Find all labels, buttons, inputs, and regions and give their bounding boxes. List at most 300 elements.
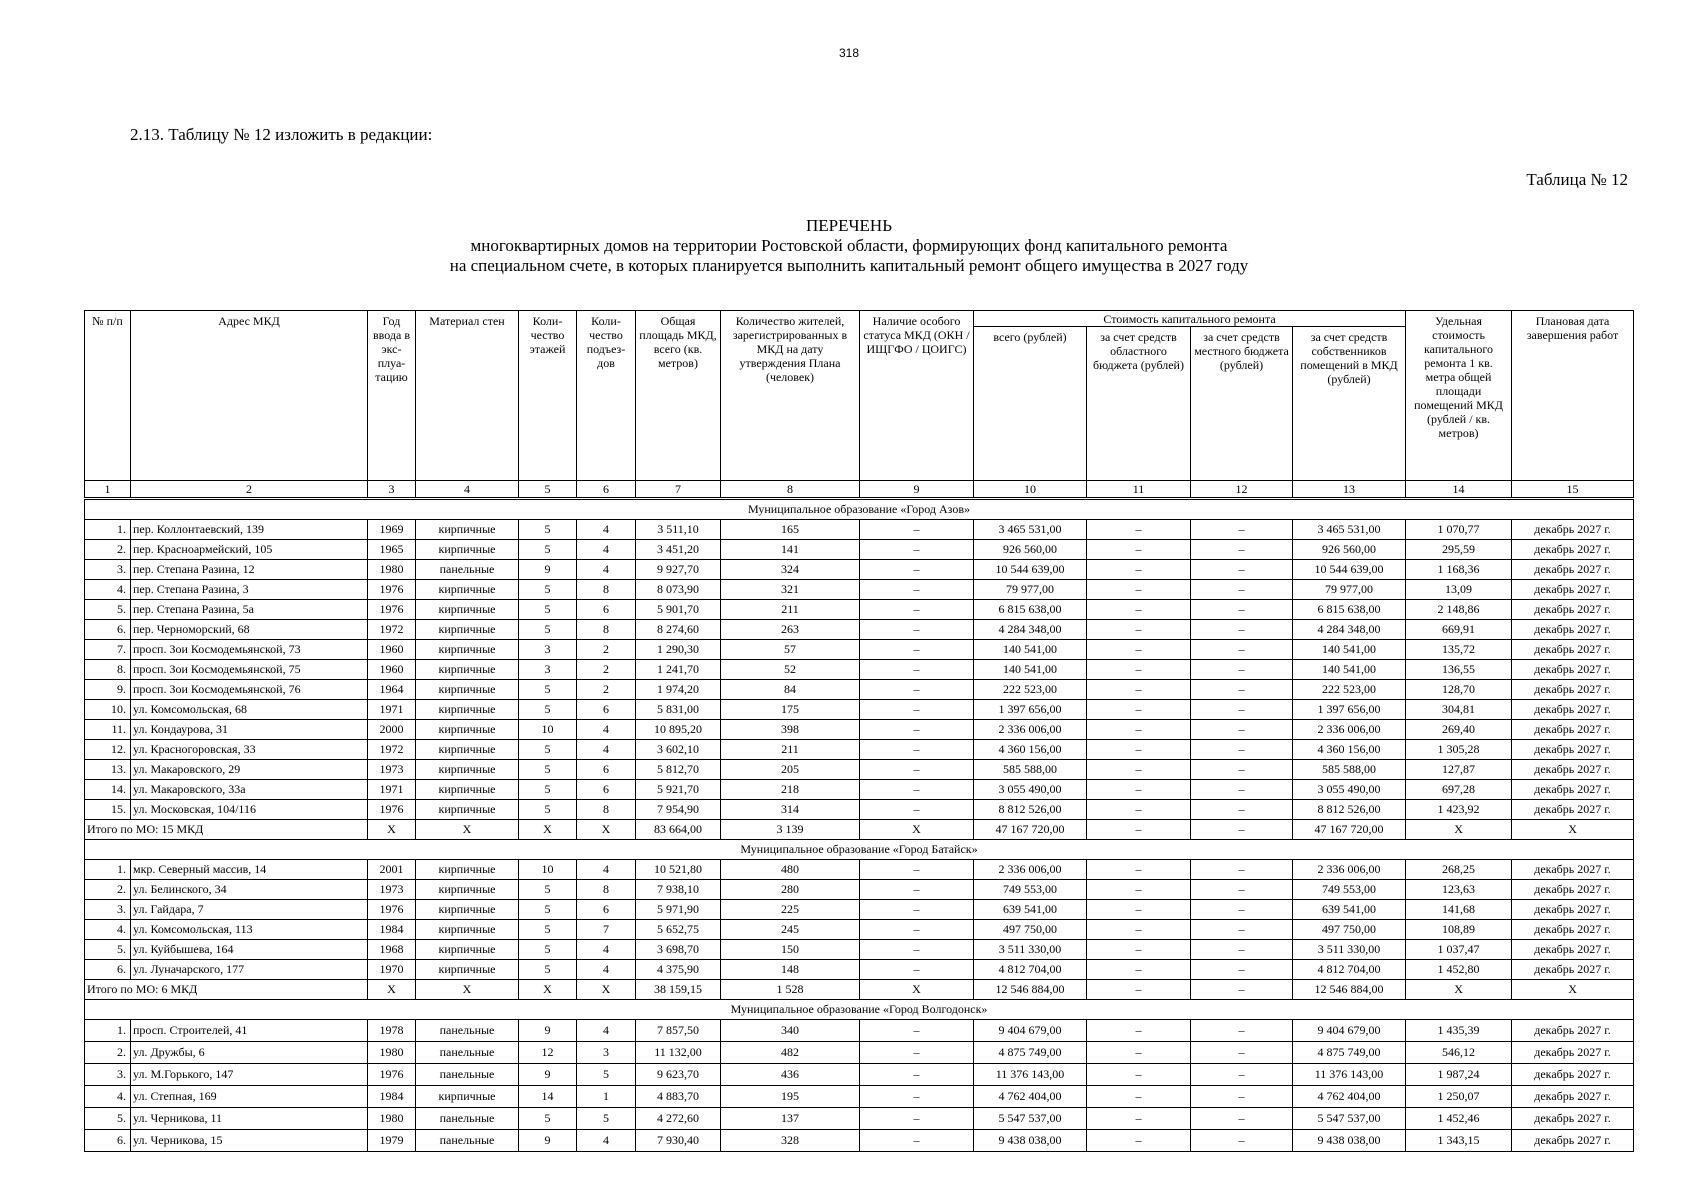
total-cell: 47 167 720,00 [1293,820,1406,840]
table-cell: 175 [721,700,860,720]
table-cell: 11 376 143,00 [1293,1064,1406,1086]
table-cell: 1 397 656,00 [974,700,1087,720]
table-cell: 10 544 639,00 [974,560,1087,580]
table-cell: 1978 [368,1020,416,1042]
total-cell: X [577,820,636,840]
table-cell: 8 [577,880,636,900]
table-cell: 2. [85,880,131,900]
table-cell: – [1191,680,1293,700]
table-cell: 436 [721,1064,860,1086]
table-cell: кирпичные [416,580,519,600]
table-cell: декабрь 2027 г. [1512,640,1634,660]
table-cell: 2 [577,660,636,680]
table-cell: 4 [577,560,636,580]
table-cell: – [1191,1064,1293,1086]
total-cell: 1 528 [721,980,860,1000]
table-cell: – [1087,1086,1191,1108]
total-cell: X [416,980,519,1000]
table-cell: кирпичные [416,780,519,800]
table-cell: 340 [721,1020,860,1042]
table-cell: 669,91 [1406,620,1512,640]
table-cell: 480 [721,860,860,880]
table-cell: – [1191,520,1293,540]
table-cell: – [1191,900,1293,920]
table-cell: 3 451,20 [636,540,721,560]
table-cell: – [860,1108,974,1130]
table-cell: – [1191,780,1293,800]
table-cell: 4 [577,1130,636,1152]
col-header-14: Удельная стоимость капитального ремонта 1 кв. метра общей площади помещений МКД (рублей / кв. метров) [1406,311,1512,481]
table-cell: 9 [519,1130,577,1152]
table-cell: 8 [577,580,636,600]
table-cell: кирпичные [416,880,519,900]
table-cell: – [860,940,974,960]
table-row [85,900,1634,920]
table-cell: просп. Строителей, 41 [131,1020,368,1042]
intro-text: 2.13. Таблицу № 12 изложить в редакции: [130,125,433,144]
table-cell: декабрь 2027 г. [1512,1086,1634,1108]
table-cell: 1 452,80 [1406,960,1512,980]
table-cell: 150 [721,940,860,960]
table-cell: 5 831,00 [636,700,721,720]
table-cell: 1980 [368,1108,416,1130]
table-cell: ул. Красногоровская, 33 [131,740,368,760]
table-cell: 1968 [368,940,416,960]
table-cell: декабрь 2027 г. [1512,1130,1634,1152]
table-cell: – [1087,880,1191,900]
table-cell: 5 [519,800,577,820]
table-cell: 1 168,36 [1406,560,1512,580]
table-cell: 2 336 006,00 [1293,860,1406,880]
col-header-6: Коли-чество подъез-дов [577,311,636,481]
total-cell: 12 546 884,00 [974,980,1087,1000]
col-number: 3 [368,481,416,499]
table-cell: 3. [85,900,131,920]
table-cell: 4 [577,860,636,880]
table-cell: 1 452,46 [1406,1108,1512,1130]
table-cell: 9 404 679,00 [1293,1020,1406,1042]
total-cell: X [519,980,577,1000]
total-cell: X [416,820,519,840]
table-cell: 8 812 526,00 [1293,800,1406,820]
table-cell: ул. Комсомольская, 68 [131,700,368,720]
table-row [85,1042,1634,1064]
table-row [85,660,1634,680]
table-cell: 1 987,24 [1406,1064,1512,1086]
houses-table [84,310,1634,1152]
table-cell: ул. Черникова, 11 [131,1108,368,1130]
col-number: 8 [721,481,860,499]
table-cell: – [1191,860,1293,880]
table-cell: 4 [577,1020,636,1042]
table-cell: пер. Красноармейский, 105 [131,540,368,560]
col-header-15: Плановая дата завершения работ [1512,311,1634,481]
table-cell: 497 750,00 [974,920,1087,940]
table-row [85,920,1634,940]
table-cell: – [860,580,974,600]
table-cell: – [1087,640,1191,660]
table-cell: – [1087,620,1191,640]
table-cell: – [860,900,974,920]
total-cell: 38 159,15 [636,980,721,1000]
title-line-2: многоквартирных домов на территории Ростовской области, формирующих фонд капитального ремонта [470,236,1228,255]
table-cell: 5 652,75 [636,920,721,940]
table-cell: 222 523,00 [974,680,1087,700]
table-cell: – [1191,800,1293,820]
table-cell: декабрь 2027 г. [1512,700,1634,720]
table-cell: 3 511,10 [636,520,721,540]
table-cell: 5 [519,740,577,760]
table-cell: 5 [519,700,577,720]
table-cell: – [1191,700,1293,720]
table-cell: 79 977,00 [974,580,1087,600]
section-title: Муниципальное образование «Город Азов» [85,499,1634,520]
table-cell: – [1191,740,1293,760]
table-cell: 639 541,00 [1293,900,1406,920]
table-cell: 1 974,20 [636,680,721,700]
table-cell: 7 938,10 [636,880,721,900]
table-cell: 5 [519,680,577,700]
table-cell: 4 360 156,00 [1293,740,1406,760]
table-cell: – [860,800,974,820]
table-cell: 5 [519,900,577,920]
table-cell: 5 [519,520,577,540]
table-cell: 2 148,86 [1406,600,1512,620]
table-cell: – [860,640,974,660]
col-header-8: Количество жителей, зарегистрированных в МКД на дату утверждения Плана (человек) [721,311,860,481]
table-cell: – [1087,1108,1191,1130]
table-cell: 926 560,00 [974,540,1087,560]
table-cell: 1 037,47 [1406,940,1512,960]
total-cell: X [860,820,974,840]
table-cell: 245 [721,920,860,940]
table-cell: 1 070,77 [1406,520,1512,540]
table-cell: ул. Дружбы, 6 [131,1042,368,1064]
table-cell: – [1191,960,1293,980]
table-cell: 7 954,90 [636,800,721,820]
table-cell: 5 [519,940,577,960]
table-cell: ул. М.Горького, 147 [131,1064,368,1086]
table-cell: 2 336 006,00 [1293,720,1406,740]
table-cell: – [1191,560,1293,580]
table-cell: пер. Степана Разина, 5а [131,600,368,620]
table-row [85,940,1634,960]
table-cell: 1 397 656,00 [1293,700,1406,720]
col-number: 4 [416,481,519,499]
table-cell: ул. Степная, 169 [131,1086,368,1108]
table-cell: 5 [519,960,577,980]
table-cell: мкр. Северный массив, 14 [131,860,368,880]
table-cell: – [1191,880,1293,900]
total-cell: – [1087,980,1191,1000]
table-cell: 8 274,60 [636,620,721,640]
table-cell: 280 [721,880,860,900]
table-cell: 1972 [368,620,416,640]
table-cell: 52 [721,660,860,680]
table-row [85,540,1634,560]
table-cell: 14 [519,1086,577,1108]
table-body [85,499,1634,1152]
table-cell: просп. Зои Космодемьянской, 73 [131,640,368,660]
table-cell: – [1191,660,1293,680]
table-cell: ул. Кондаурова, 31 [131,720,368,740]
total-row [85,820,1634,840]
table-cell: – [860,1020,974,1042]
table-cell: 8. [85,660,131,680]
table-cell: 3. [85,560,131,580]
table-cell: кирпичные [416,740,519,760]
table-cell: декабрь 2027 г. [1512,1042,1634,1064]
total-cell: 3 139 [721,820,860,840]
table-cell: 1984 [368,1086,416,1108]
table-cell: – [1087,760,1191,780]
table-cell: – [860,760,974,780]
col-number: 12 [1191,481,1293,499]
table-cell: – [860,960,974,980]
table-cell: – [860,720,974,740]
table-cell: 10 895,20 [636,720,721,740]
table-cell: ул. Луначарского, 177 [131,960,368,980]
table-row [85,680,1634,700]
table-cell: кирпичные [416,620,519,640]
table-cell: 128,70 [1406,680,1512,700]
table-cell: 1969 [368,520,416,540]
table-cell: ул. Московская, 104/116 [131,800,368,820]
table-cell: декабрь 2027 г. [1512,740,1634,760]
table-cell: – [1087,680,1191,700]
table-cell: 1 435,39 [1406,1020,1512,1042]
table-cell: 218 [721,780,860,800]
table-cell: 14. [85,780,131,800]
table-cell: 211 [721,740,860,760]
table-cell: 4 [577,520,636,540]
table-cell: 1 250,07 [1406,1086,1512,1108]
table-cell: декабрь 2027 г. [1512,580,1634,600]
table-cell: 546,12 [1406,1042,1512,1064]
table-cell: панельные [416,1064,519,1086]
table-cell: 4 360 156,00 [974,740,1087,760]
title-line-3: на специальном счете, в которых планируется выполнить капитальный ремонт общего имущества в 2027 году [449,256,1249,275]
col-number: 15 [1512,481,1634,499]
table-cell: кирпичные [416,600,519,620]
table-cell: 79 977,00 [1293,580,1406,600]
col-header-9: Наличие особого статуса МКД (ОКН / ИЩГФО / ЦОИГС) [860,311,974,481]
document-title [0,216,1698,276]
table-cell: 2000 [368,720,416,740]
table-cell: пер. Степана Разина, 12 [131,560,368,580]
section-row [85,1000,1634,1020]
table-cell: 108,89 [1406,920,1512,940]
table-cell: просп. Зои Космодемьянской, 75 [131,660,368,680]
table-cell: 4. [85,1086,131,1108]
table-cell: декабрь 2027 г. [1512,720,1634,740]
table-cell: ул. Комсомольская, 113 [131,920,368,940]
table-cell: 4 883,70 [636,1086,721,1108]
table-cell: 1976 [368,580,416,600]
table-cell: 1976 [368,800,416,820]
total-cell: X [368,980,416,1000]
table-cell: – [1191,1020,1293,1042]
table-cell: 7 857,50 [636,1020,721,1042]
table-row [85,720,1634,740]
table-cell: 5 [519,880,577,900]
table-cell: 9 438 038,00 [974,1130,1087,1152]
table-cell: – [1087,560,1191,580]
table-cell: 3 [577,1042,636,1064]
table-cell: – [1191,720,1293,740]
table-cell: 5 547 537,00 [974,1108,1087,1130]
table-cell: – [1191,1130,1293,1152]
table-cell: 4 762 404,00 [974,1086,1087,1108]
table-cell: декабрь 2027 г. [1512,800,1634,820]
table-cell: 3 698,70 [636,940,721,960]
table-cell: 123,63 [1406,880,1512,900]
table-cell: – [1087,1020,1191,1042]
table-cell: 1 305,28 [1406,740,1512,760]
table-cell: 4 [577,540,636,560]
total-cell: X [860,980,974,1000]
table-cell: декабрь 2027 г. [1512,680,1634,700]
table-cell: 3 602,10 [636,740,721,760]
table-cell: декабрь 2027 г. [1512,620,1634,640]
table-cell: пер. Черноморский, 68 [131,620,368,640]
table-cell: 11 132,00 [636,1042,721,1064]
table-cell: – [860,920,974,940]
total-cell: 12 546 884,00 [1293,980,1406,1000]
table-cell: 12 [519,1042,577,1064]
table-cell: 5 812,70 [636,760,721,780]
table-cell: кирпичные [416,660,519,680]
col-number: 14 [1406,481,1512,499]
table-cell: 9 438 038,00 [1293,1130,1406,1152]
table-cell: – [1087,700,1191,720]
total-cell: X [1406,980,1512,1000]
col-number: 10 [974,481,1087,499]
table-cell: 211 [721,600,860,620]
table-cell: – [1191,760,1293,780]
table-cell: 7 [577,920,636,940]
table-cell: декабрь 2027 г. [1512,1064,1634,1086]
table-row [85,960,1634,980]
table-cell: декабрь 2027 г. [1512,760,1634,780]
table-cell: – [1087,860,1191,880]
table-cell: 148 [721,960,860,980]
table-cell: 1976 [368,600,416,620]
table-cell: 5 [577,1108,636,1130]
table-cell: – [1087,800,1191,820]
col-number: 5 [519,481,577,499]
table-cell: – [1087,940,1191,960]
table-cell: 4 272,60 [636,1108,721,1130]
table-cell: – [1087,580,1191,600]
table-cell: декабрь 2027 г. [1512,1108,1634,1130]
table-cell: кирпичные [416,640,519,660]
table-cell: ул. Макаровского, 33а [131,780,368,800]
table-row [85,860,1634,880]
table-cell: 8 073,90 [636,580,721,600]
table-cell: 12. [85,740,131,760]
col-number: 6 [577,481,636,499]
table-cell: 1. [85,520,131,540]
table-cell: 6 815 638,00 [974,600,1087,620]
table-cell: 4 762 404,00 [1293,1086,1406,1108]
table-cell: 5 [519,920,577,940]
table-cell: кирпичные [416,520,519,540]
table-cell: 1976 [368,1064,416,1086]
total-row [85,980,1634,1000]
table-cell: 11. [85,720,131,740]
table-cell: 263 [721,620,860,640]
table-cell: 4 812 704,00 [1293,960,1406,980]
table-cell: – [1191,540,1293,560]
section-title: Муниципальное образование «Город Волгодонск» [85,1000,1634,1020]
total-cell: X [1406,820,1512,840]
table-cell: 9 [519,560,577,580]
table-cell: 4 875 749,00 [974,1042,1087,1064]
table-cell: кирпичные [416,720,519,740]
table-cell: 3 055 490,00 [974,780,1087,800]
total-cell: 47 167 720,00 [974,820,1087,840]
section-row [85,499,1634,520]
table-cell: кирпичные [416,860,519,880]
table-cell: – [1087,540,1191,560]
total-cell: X [519,820,577,840]
table-cell: 5 901,70 [636,600,721,620]
table-cell: ул. Белинского, 34 [131,880,368,900]
table-cell: кирпичные [416,960,519,980]
table-cell: – [860,1042,974,1064]
table-cell: 5 921,70 [636,780,721,800]
table-cell: – [1191,620,1293,640]
table-cell: 1976 [368,900,416,920]
table-cell: – [860,860,974,880]
table-cell: панельные [416,1042,519,1064]
table-row [85,740,1634,760]
col-header-cost-group: Стоимость капитального ремонта [974,311,1406,327]
table-cell: 7 930,40 [636,1130,721,1152]
table-cell: 5 547 537,00 [1293,1108,1406,1130]
table-cell: 1 [577,1086,636,1108]
table-cell: – [860,520,974,540]
col-header-1: № п/п [85,311,131,481]
table-cell: – [860,780,974,800]
table-cell: декабрь 2027 г. [1512,560,1634,580]
table-cell: – [1087,1130,1191,1152]
table-cell: 6 [577,780,636,800]
col-number: 11 [1087,481,1191,499]
table-cell: пер. Коллонтаевский, 139 [131,520,368,540]
table-cell: декабрь 2027 г. [1512,1020,1634,1042]
table-cell: 7. [85,640,131,660]
table-cell: – [1087,720,1191,740]
table-cell: 3 465 531,00 [974,520,1087,540]
table-cell: 141 [721,540,860,560]
table-row [85,700,1634,720]
col-header-5: Коли-чество этажей [519,311,577,481]
table-cell: 6. [85,960,131,980]
table-cell: 1960 [368,660,416,680]
table-cell: 749 553,00 [974,880,1087,900]
table-cell: – [860,680,974,700]
col-header-2: Адрес МКД [131,311,368,481]
table-cell: 1973 [368,760,416,780]
total-cell: – [1191,980,1293,1000]
table-row [85,1086,1634,1108]
table-cell: декабрь 2027 г. [1512,860,1634,880]
table-cell: 4 284 348,00 [1293,620,1406,640]
table-cell: 9 [519,1064,577,1086]
table-row [85,800,1634,820]
